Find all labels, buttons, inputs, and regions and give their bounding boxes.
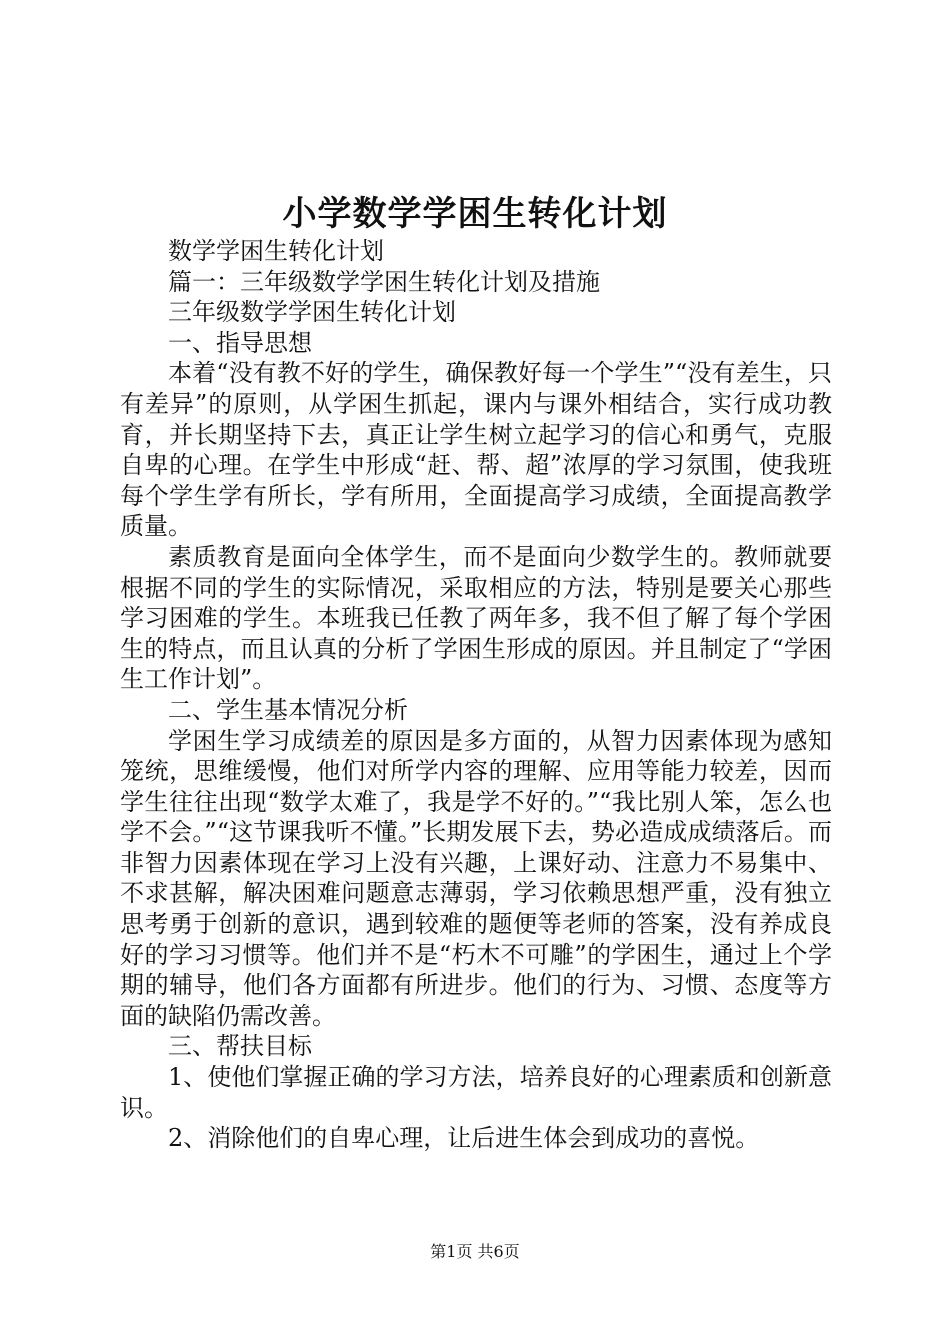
paragraph: 本着“没有教不好的学生，确保教好每一个学生”“没有差生，只有差异”的原则，从学困生抓起，课内与课外相结合，实行成功教育，并长期坚持下去，真正让学生树立起学习的信心和勇气，克服自卑的心理。在学生中形成“赶、帮、超”浓厚的学习氛围，使我班每个学生学有所长，学有所用，全面提高学习成绩，全面提高教学质量。: [120, 359, 832, 541]
paragraph: 学困生学习成绩差的原因是多方面的，从智力因素体现为感知笼统，思维缓慢，他们对所学内容的理解、应用等能力较差，因而学生往往出现“数学太难了，我是学不好的。”“我比别人笨，怎么也学不会。”“这节课我听不懂。”长期发展下去，势必造成成绩落后。而非智力因素体现在学习上没有兴趣，上课好动、注意力不易集中、不求甚解，解决困难问题意志薄弱，学习依赖思想严重，没有独立思考勇于创新的意识，遇到较难的题便等老师的答案，没有养成良好的学习习惯等。他们并不是“朽木不可雕”的学困生，通过上个学期的辅导，他们各方面都有所进步。他们的行为、习惯、态度等方面的缺陷仍需改善。: [120, 726, 832, 1030]
section-heading: 一、指导思想: [168, 328, 312, 357]
document-title: 小学数学学困生转化计划: [282, 194, 668, 234]
paragraph: 数学学困生转化计划: [168, 237, 384, 265]
document-body: [120, 236, 832, 1154]
page-footer: 第1页 共6页: [430, 1242, 520, 1261]
section-heading: 三、帮扶目标: [168, 1032, 312, 1061]
paragraph: 素质教育是面向全体学生，而不是面向少数学生的。教师就要根据不同的学生的实际情况，采取相应的方法，特别是要关心那些学习困难的学生。本班我已任教了两年多，我不但了解了每个学困生的特点，而且认真的分析了学困生形成的原因。并且制定了“学困生工作计划”。: [120, 542, 832, 694]
list-item: 2、消除他们的自卑心理，让后进生体会到成功的喜悦。: [168, 1124, 760, 1153]
paragraph: 篇一：三年级数学学困生转化计划及措施: [168, 267, 600, 296]
paragraph: 三年级数学学困生转化计划: [168, 298, 456, 327]
section-heading: 二、学生基本情况分析: [168, 695, 408, 724]
list-item: 1、使他们掌握正确的学习方法，培养良好的心理素质和创新意识。: [120, 1063, 832, 1122]
